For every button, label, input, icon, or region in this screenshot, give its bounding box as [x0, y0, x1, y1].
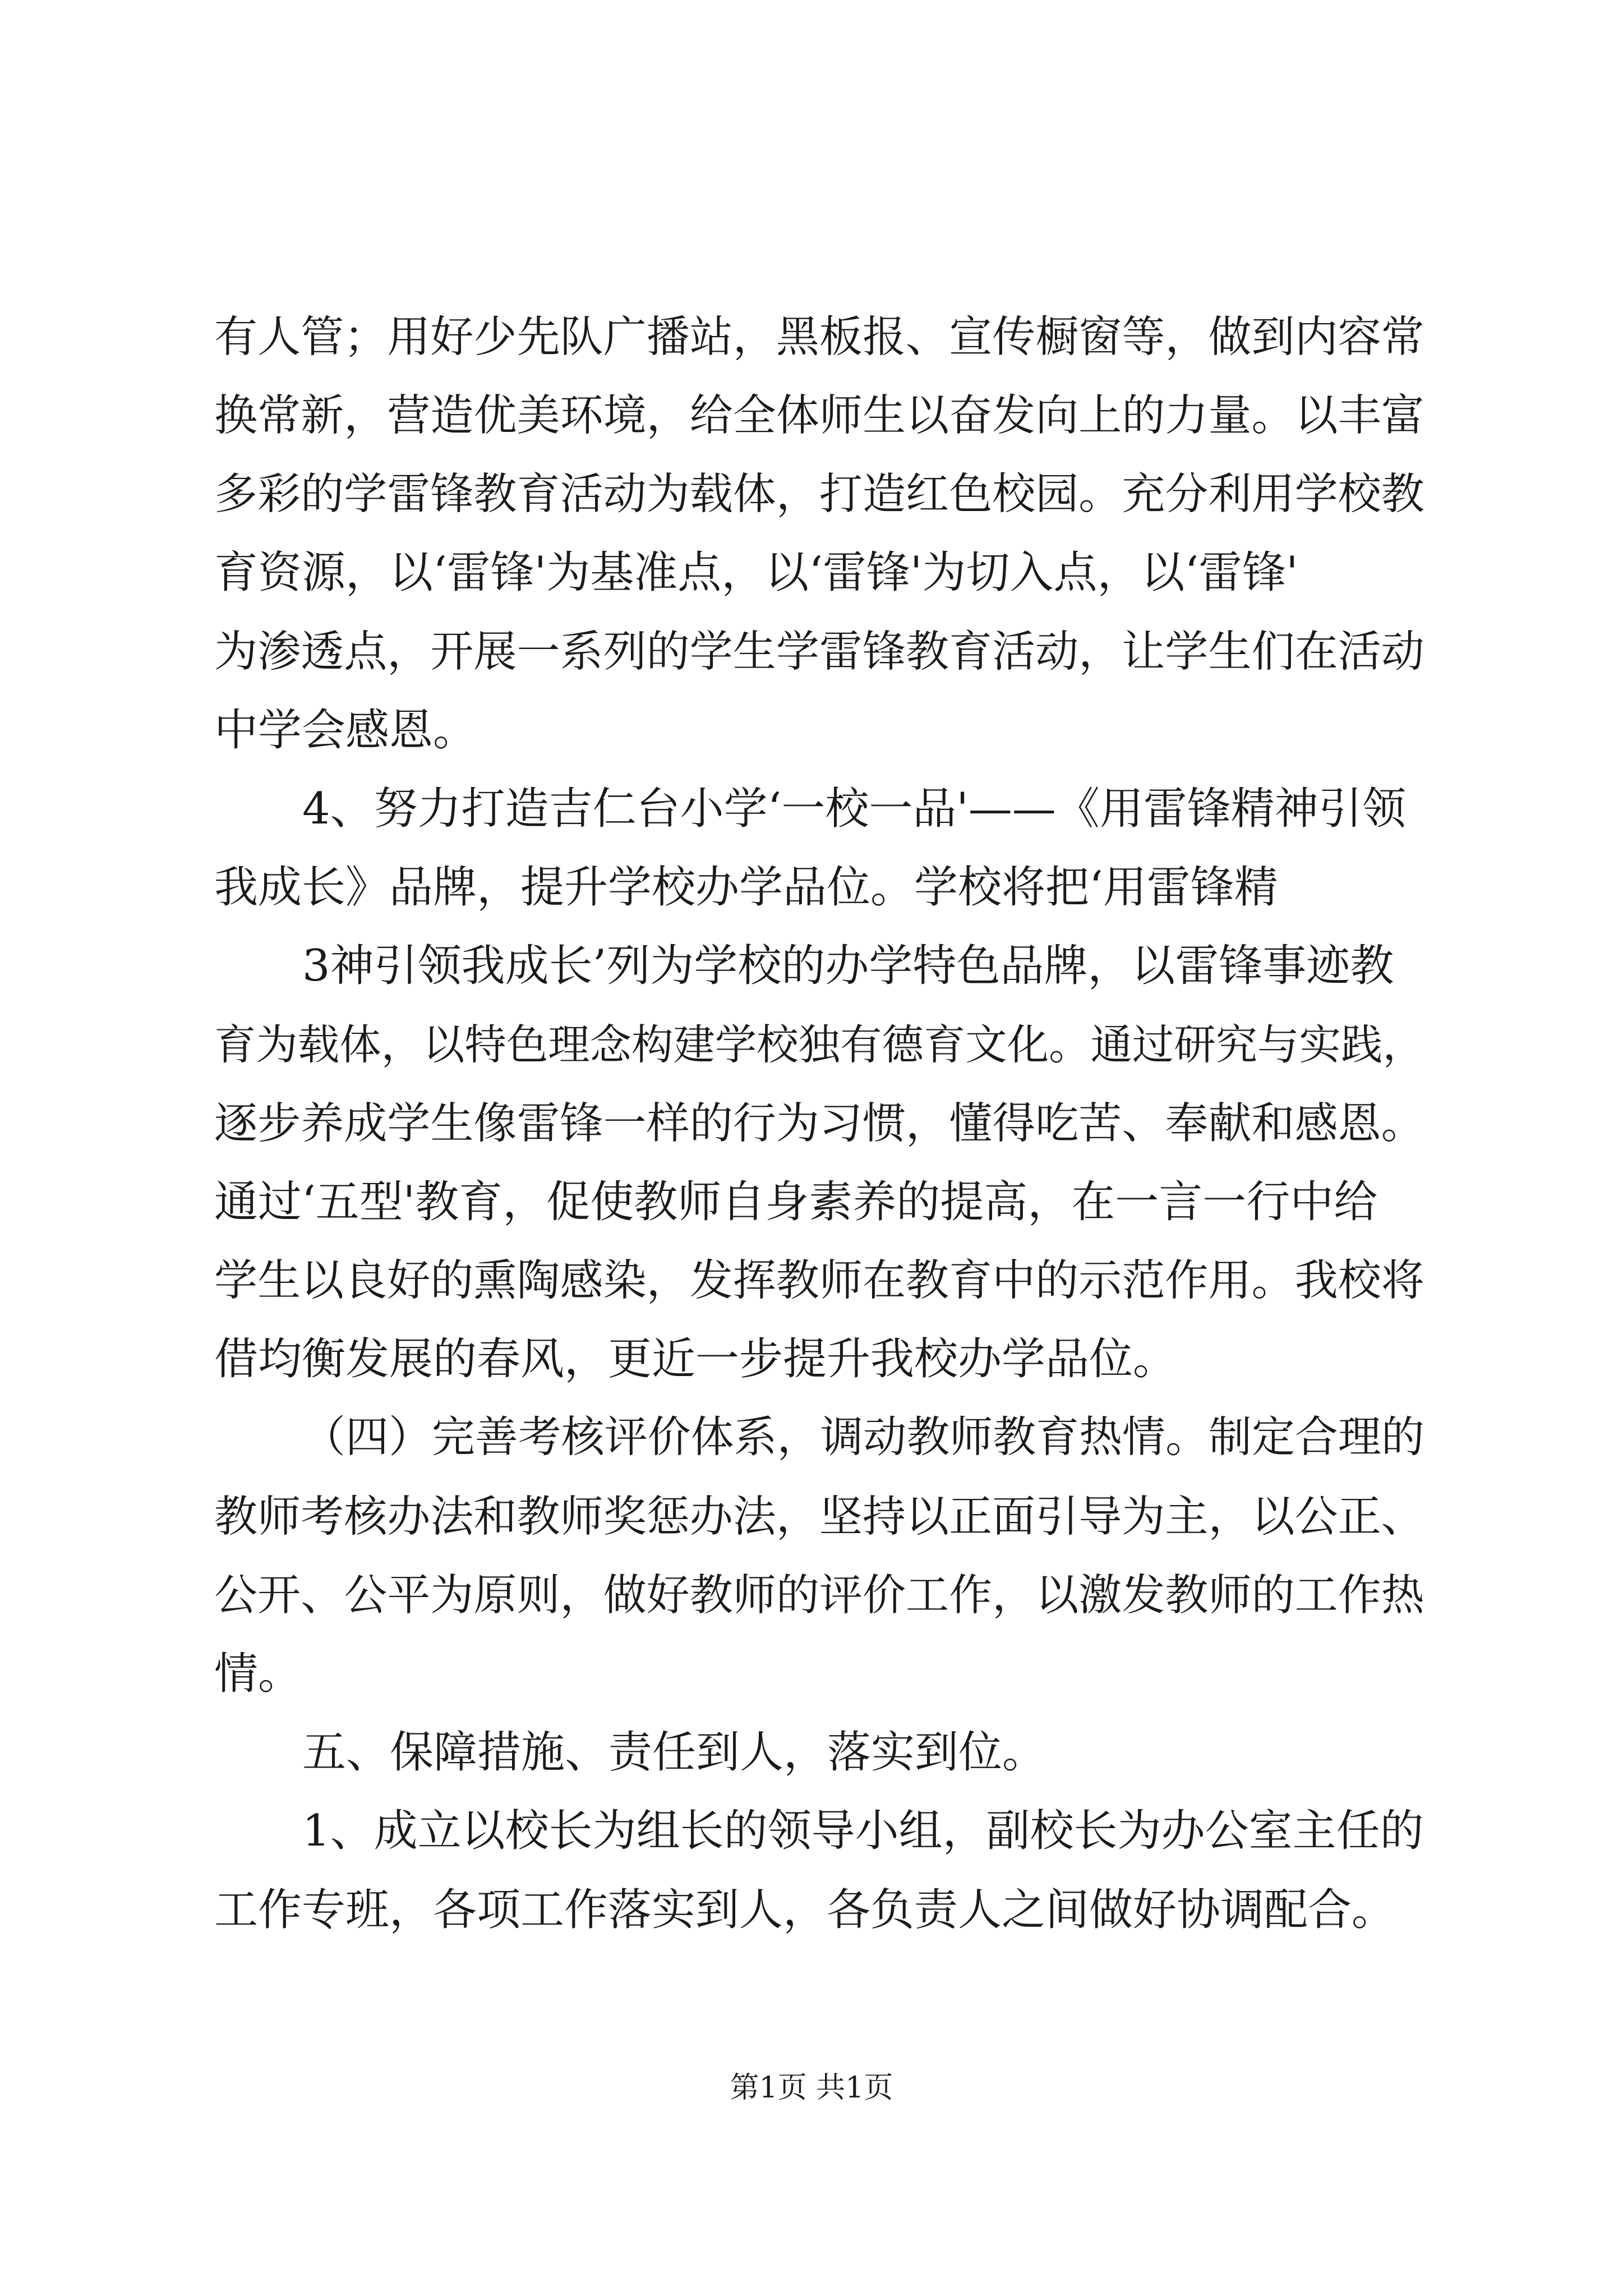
text-line: 换常新，营造优美环境，给全体师生以奋发向上的力量。以丰富: [214, 390, 1424, 441]
text-line: 公开、公平为原则，做好教师的评价工作，以激发教师的工作热: [214, 1570, 1424, 1621]
text-line: 教师考核办法和教师奖惩办法，坚持以正面引导为主，以公正、: [214, 1492, 1424, 1542]
text-line: 工作专班，各项工作落实到人，各负责人之间做好协调配合。: [214, 1885, 1396, 1935]
text-line: 五、保障措施、责任到人，落实到位。: [302, 1727, 1046, 1778]
text-line: 4、努力打造吉仁台小学‘一校一品'——《用雷锋精神引领: [302, 784, 1406, 834]
text-line: （四）完善考核评价体系，调动教师教育热情。制定合理的: [302, 1412, 1424, 1462]
text-line: 育为载体，以特色理念构建学校独有德育文化。通过研究与实践，: [214, 1020, 1424, 1069]
text-line: 有人管；用好少先队广播站，黑板报、宣传橱窗等，做到内容常: [214, 312, 1424, 362]
text-line: 多彩的学雷锋教育活动为载体，打造红色校园。充分利用学校教: [214, 469, 1424, 519]
text-line: 中学会感恩。: [214, 705, 477, 756]
text-line: 情。: [214, 1649, 302, 1699]
text-line: 1、成立以校长为组长的领导小组，副校长为办公室主任的: [302, 1806, 1424, 1856]
text-line: 学生以良好的熏陶感染，发挥教师在教育中的示范作用。我校将: [214, 1255, 1424, 1306]
text-line: 通过‘五型'教育，促使教师自身素养的提高，在一言一行中给: [214, 1177, 1378, 1227]
text-line: 3神引领我成长’列为学校的办学特色品牌，以雷锋事迹教: [302, 941, 1394, 991]
page-footer: 第1页 共1页: [730, 2071, 893, 2105]
text-line: 逐步养成学生像雷锋一样的行为习惯，懂得吃苦、奉献和感恩。: [214, 1098, 1424, 1149]
text-line: 育资源，以‘雷锋'为基准点，以‘雷锋'为切入点，以‘雷锋': [214, 547, 1298, 598]
text-line: 为渗透点，开展一系列的学生学雷锋教育活动，让学生们在活动: [214, 627, 1424, 677]
text-line: 借均衡发展的春风，更近一步提升我校办学品位。: [214, 1334, 1177, 1384]
text-line: 我成长》品牌，提升学校办学品位。学校将把‘用雷锋精: [214, 862, 1278, 913]
